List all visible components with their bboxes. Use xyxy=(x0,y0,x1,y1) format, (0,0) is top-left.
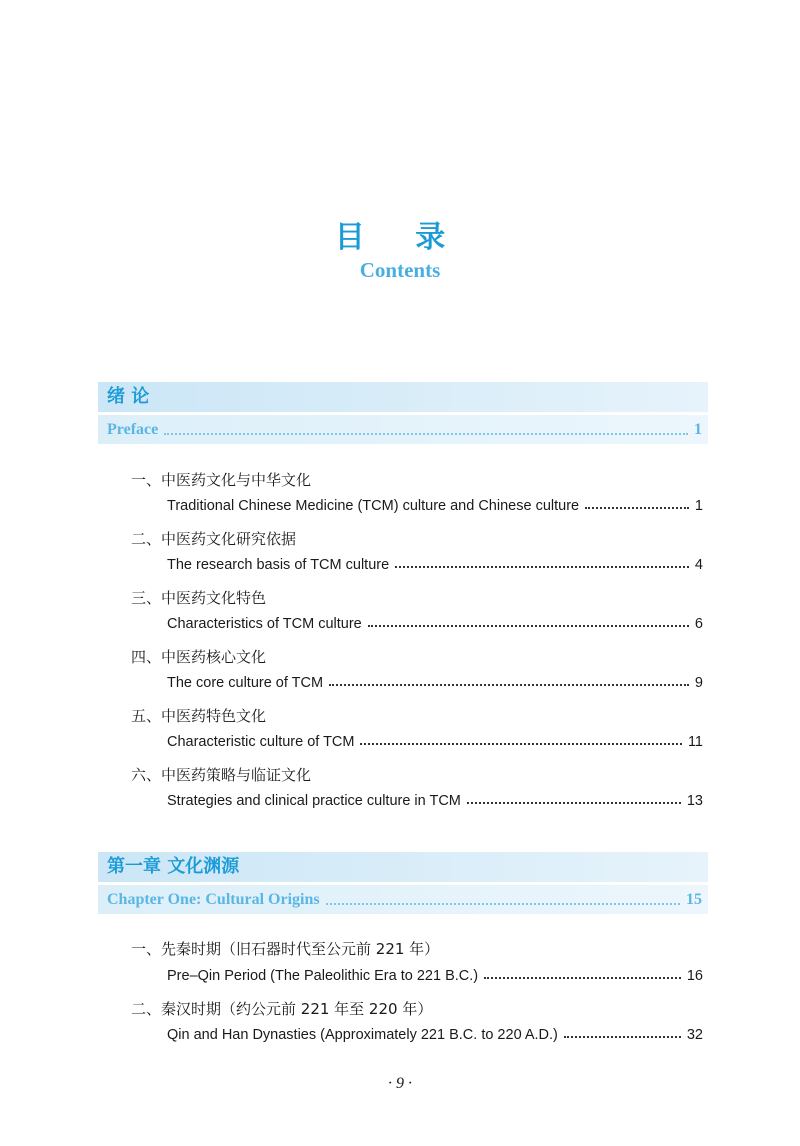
entry-title: The core culture of TCM xyxy=(167,675,324,691)
toc-entry-english[interactable] xyxy=(167,557,703,573)
section-heading-english[interactable] xyxy=(98,415,708,444)
leader-dots xyxy=(467,802,681,804)
section-title: Preface xyxy=(107,420,159,438)
entry-title: Strategies and clinical practice culture in TCM xyxy=(167,793,461,809)
leader-dots xyxy=(368,625,689,627)
entry-title: Qin and Han Dynasties (Approximately 221 B.C. to 220 A.D.) xyxy=(167,1027,558,1043)
toc-entry-chinese: 四、中医药核心文化 xyxy=(131,648,267,666)
toc-entry-english[interactable] xyxy=(167,1027,703,1043)
entry-title: The research basis of TCM culture xyxy=(167,557,390,573)
leader-dots xyxy=(360,743,681,745)
entry-page-number: 4 xyxy=(694,557,703,573)
toc-entry-english[interactable] xyxy=(167,734,703,750)
toc-entry-chinese: 三、中医药文化特色 xyxy=(131,589,267,607)
leader-dots xyxy=(164,433,688,435)
entry-page-number: 9 xyxy=(694,675,703,691)
toc-entry-chinese: 六、中医药策略与临证文化 xyxy=(131,766,312,784)
leader-dots xyxy=(484,977,681,979)
entry-title: Traditional Chinese Medicine (TCM) culture and Chinese culture xyxy=(167,498,580,514)
leader-dots xyxy=(585,507,689,509)
entry-page-number: 16 xyxy=(686,968,703,984)
toc-entry-chinese: 五、中医药特色文化 xyxy=(131,707,267,725)
section-heading-english[interactable] xyxy=(98,885,708,914)
section-page-number: 1 xyxy=(694,420,702,438)
entry-page-number: 13 xyxy=(686,793,703,809)
page-number: · 9 · xyxy=(388,1075,412,1092)
leader-dots xyxy=(564,1036,681,1038)
toc-entry-english[interactable] xyxy=(167,793,703,809)
section-page-number: 15 xyxy=(686,890,702,908)
entry-title: Characteristics of TCM culture xyxy=(167,616,362,632)
toc-entry-chinese: 二、中医药文化研究依据 xyxy=(131,530,297,548)
leader-dots xyxy=(329,684,689,686)
toc-entry-chinese: 一、先秦时期（旧石器时代至公元前 221 年） xyxy=(131,940,440,958)
toc-entry-english[interactable] xyxy=(167,616,703,632)
toc-title-english: Contents xyxy=(359,258,441,282)
entry-page-number: 32 xyxy=(686,1027,703,1043)
section-heading-chinese: 绪 论 xyxy=(98,382,708,412)
toc-entry-english[interactable] xyxy=(167,968,703,984)
leader-dots xyxy=(326,903,680,905)
toc-entry-english[interactable] xyxy=(167,498,703,514)
entry-page-number: 1 xyxy=(694,498,703,514)
toc-entry-english[interactable] xyxy=(167,675,703,691)
toc-title-chinese: 目 录 xyxy=(334,220,466,255)
section-title: Chapter One: Cultural Origins xyxy=(107,890,320,908)
leader-dots xyxy=(395,566,689,568)
entry-title: Pre–Qin Period (The Paleolithic Era to 221 B.C.) xyxy=(167,968,479,984)
entry-page-number: 6 xyxy=(694,616,703,632)
toc-entry-chinese: 一、中医药文化与中华文化 xyxy=(131,471,312,489)
entry-page-number: 11 xyxy=(687,734,703,750)
entry-title: Characteristic culture of TCM xyxy=(167,734,355,750)
toc-entry-chinese: 二、秦汉时期（约公元前 221 年至 220 年） xyxy=(131,1000,433,1018)
section-heading-chinese: 第一章 文化渊源 xyxy=(98,852,708,882)
